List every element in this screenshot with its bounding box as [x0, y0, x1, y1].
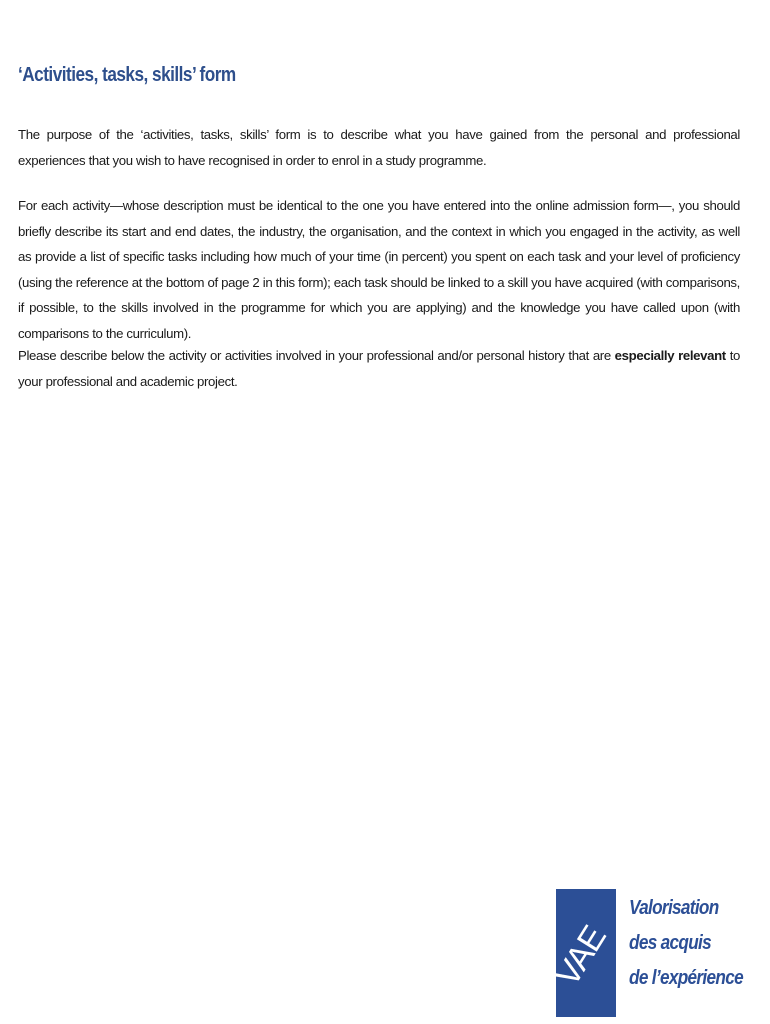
describe-paragraph-start: Please describe below the activity or activities involved in your professional and/or personal history that are — [18, 348, 615, 363]
logo-line-2: des acquis — [629, 932, 712, 954]
vae-logo-wordmark — [629, 891, 743, 996]
describe-paragraph — [18, 343, 740, 394]
logo-line-3: de l’expérience — [629, 967, 743, 989]
instructions-paragraph: For each activity—whose description must be identical to the one you have entered into the online admission form—, you should briefly describe its start and end dates, the industry, the organisation, and the context in which you engaged in the activity, as well as provide a list of specific tasks including how much of your time (in percent) you spent on each task and your level of proficiency (using the reference at the bottom of page 2 in this form); each task should be linked to a skill you have acquired (with comparisons, if possible, to the skills involved in the programme for which you are applying) and the knowledge you have called upon (with comparisons to the curriculum). — [18, 198, 740, 341]
vae-logo-mark — [548, 889, 616, 1017]
describe-paragraph-end: to your professional and academic project. — [18, 348, 740, 389]
logo-line-1: Valorisation — [629, 897, 719, 919]
form-title: ‘Activities, tasks, skills’ form — [18, 64, 236, 86]
vae-logo-letters: VAE — [548, 919, 614, 993]
purpose-paragraph: The purpose of the ‘activities, tasks, skills’ form is to describe what you have gained from the personal and professional experiences that you wish to have recognised in order to enrol in a study programme. — [18, 127, 740, 168]
emphasis-text: especially relevant — [614, 348, 726, 363]
vae-logo — [548, 889, 743, 1017]
